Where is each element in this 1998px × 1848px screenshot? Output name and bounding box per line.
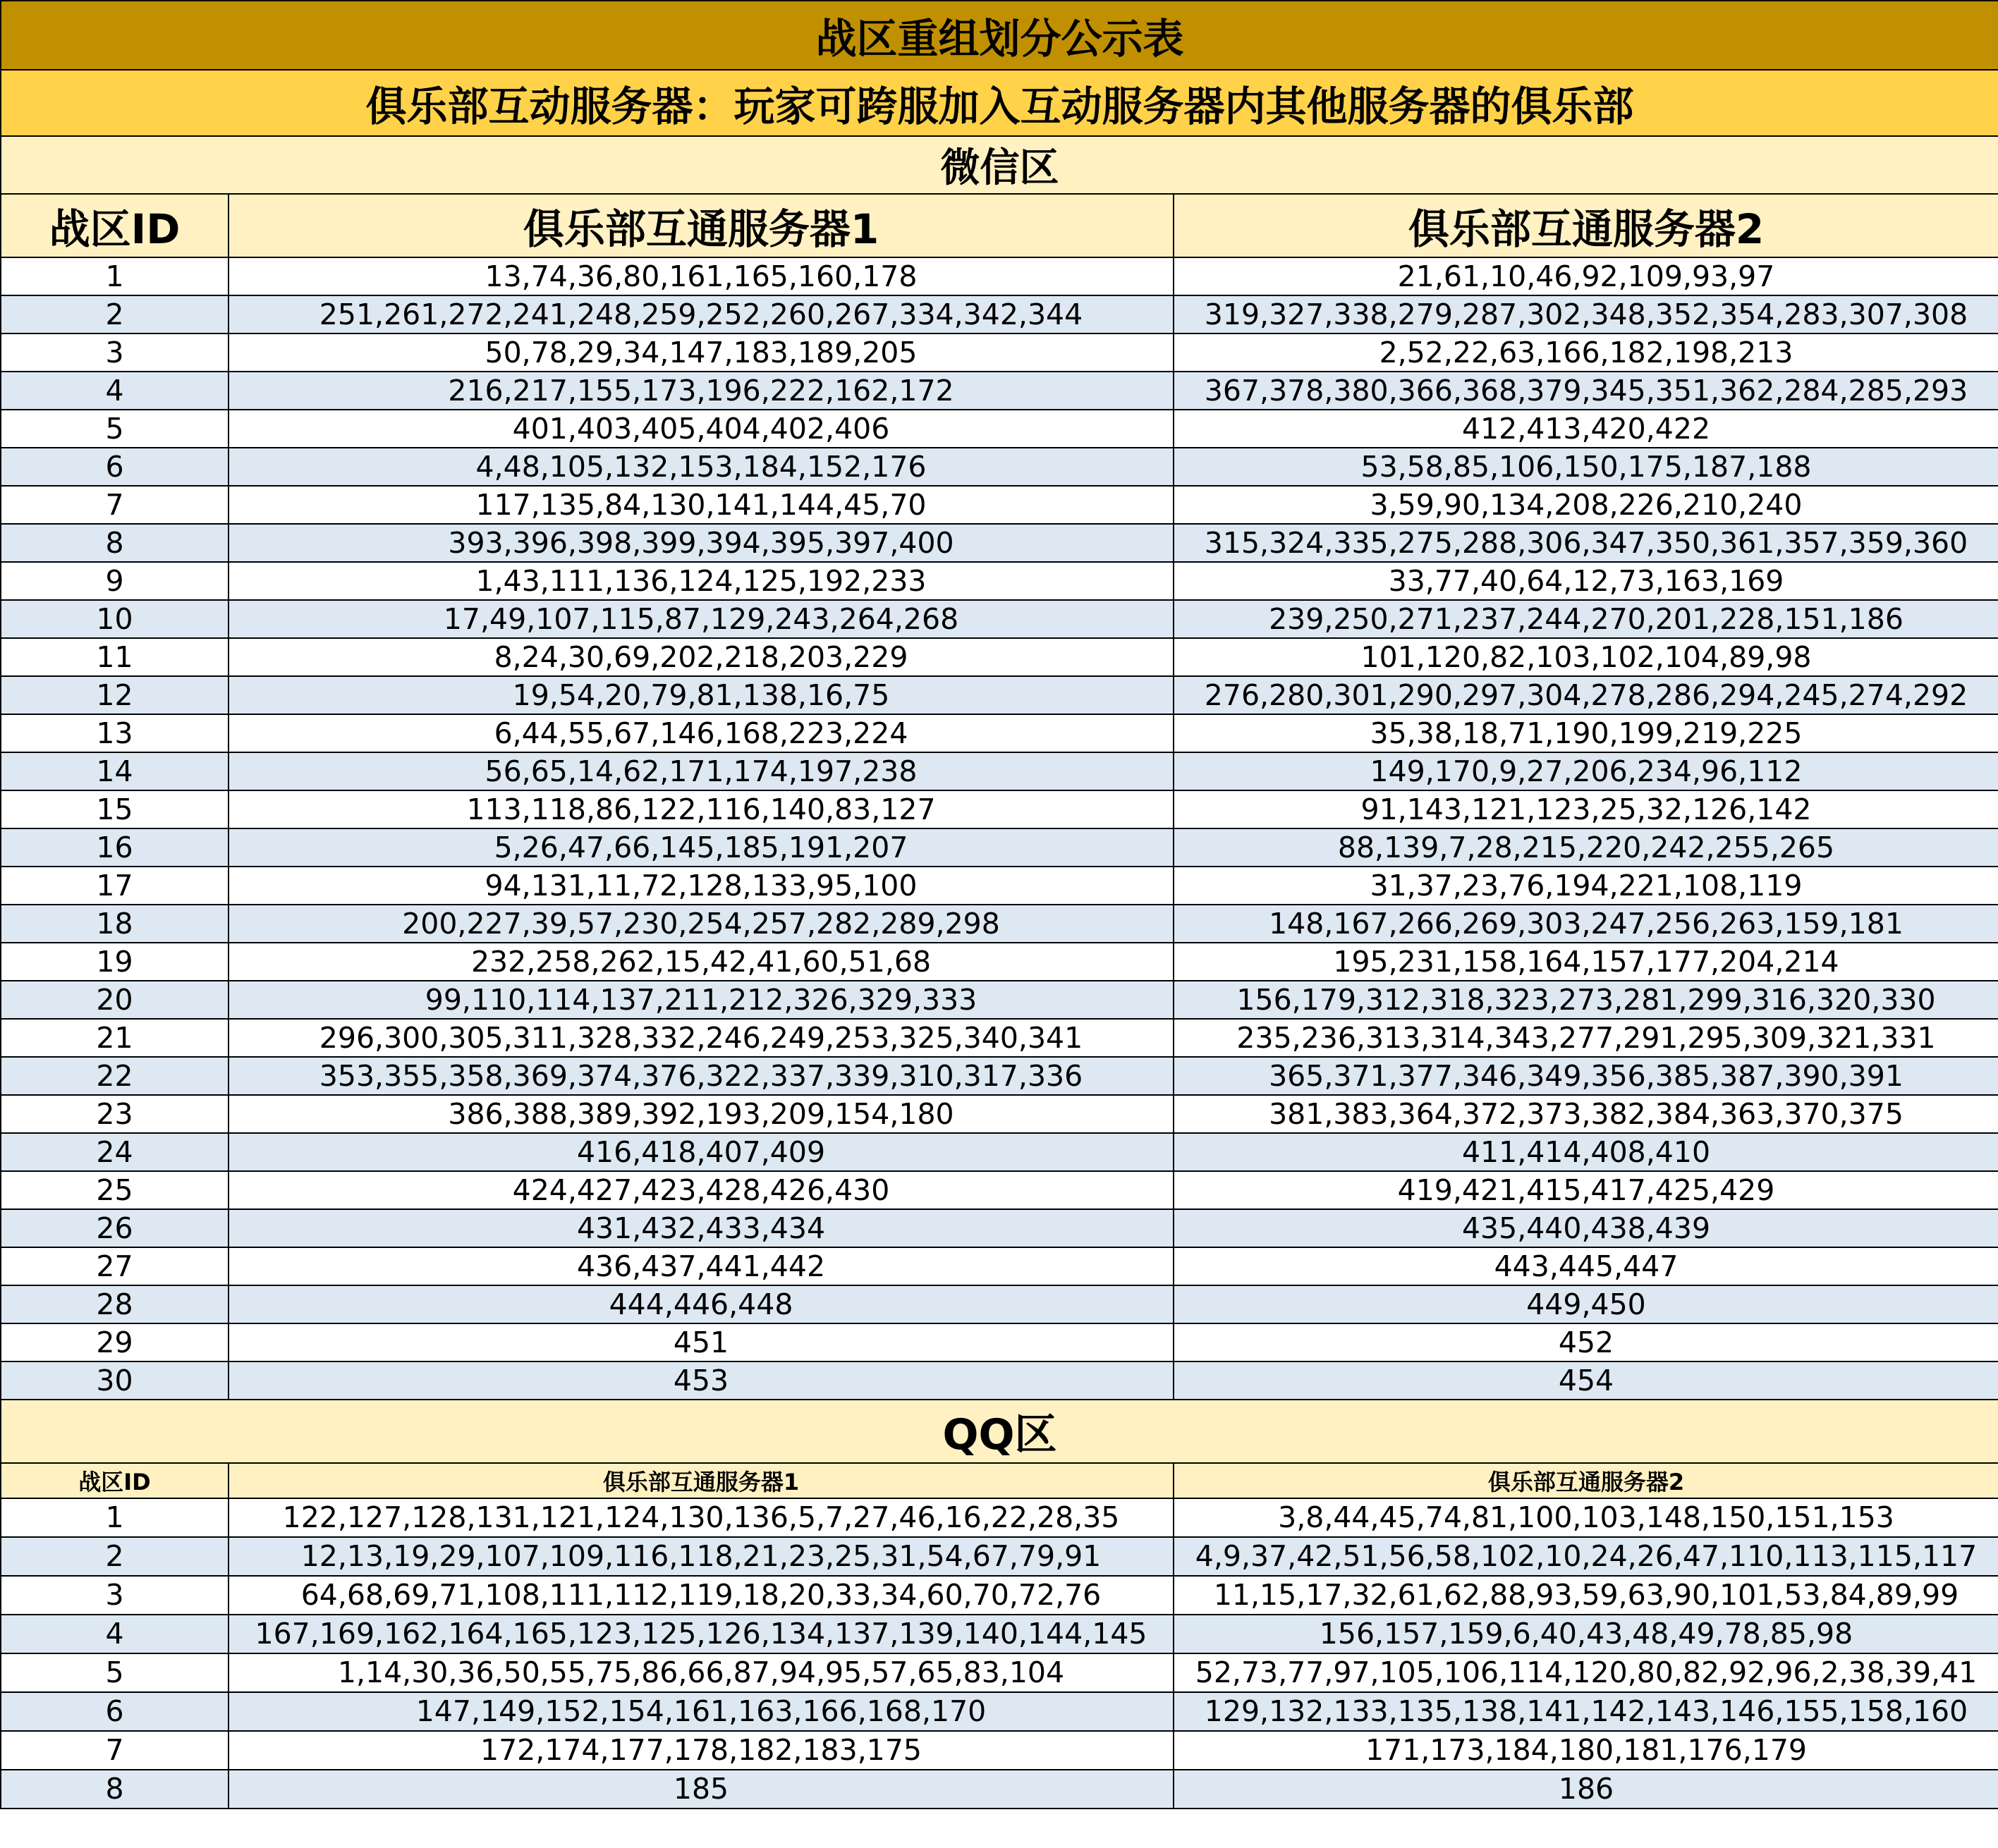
table-row [1, 448, 1998, 486]
server-2-cell: 101,120,82,103,102,104,89,98 [1174, 638, 1998, 676]
zone-id-cell: 26 [1, 1209, 229, 1247]
server-2-cell: 171,173,184,180,181,176,179 [1174, 1731, 1998, 1770]
table-row [1, 1247, 1998, 1285]
server-2-cell: 3,8,44,45,74,81,100,103,148,150,151,153 [1174, 1498, 1998, 1537]
server-2-cell: 33,77,40,64,12,73,163,169 [1174, 562, 1998, 600]
zone-id-cell: 7 [1, 1731, 229, 1770]
page-title: 战区重组划分公示表 [1, 1, 1998, 70]
table-row [1, 295, 1998, 334]
server-2-cell: 91,143,121,123,25,32,126,142 [1174, 790, 1998, 828]
server-1-cell: 64,68,69,71,108,111,112,119,18,20,33,34,60,70,72,76 [229, 1576, 1174, 1615]
server-1-cell: 386,388,389,392,193,209,154,180 [229, 1095, 1174, 1133]
server-2-cell: 276,280,301,290,297,304,278,286,294,245,274,292 [1174, 676, 1998, 714]
server-1-cell: 453 [229, 1361, 1174, 1400]
server-2-cell: 53,58,85,106,150,175,187,188 [1174, 448, 1998, 486]
server-2-cell: 186 [1174, 1770, 1998, 1809]
zone-id-cell: 19 [1, 943, 229, 981]
server-1-cell: 167,169,162,164,165,123,125,126,134,137,139,140,144,145 [229, 1615, 1174, 1653]
zone-id-cell: 18 [1, 905, 229, 943]
zone-id-cell: 2 [1, 295, 229, 334]
zone-id-cell: 29 [1, 1323, 229, 1361]
server-1-cell: 8,24,30,69,202,218,203,229 [229, 638, 1174, 676]
server-1-cell: 401,403,405,404,402,406 [229, 410, 1174, 448]
table-row [1, 1209, 1998, 1247]
table-row [1, 600, 1998, 638]
server-1-cell: 200,227,39,57,230,254,257,282,289,298 [229, 905, 1174, 943]
zone-id-cell: 23 [1, 1095, 229, 1133]
server-1-cell: 424,427,423,428,426,430 [229, 1171, 1174, 1209]
zone-id-cell: 25 [1, 1171, 229, 1209]
zone-id-cell: 1 [1, 1498, 229, 1537]
zone-id-cell: 4 [1, 372, 229, 410]
table-row [1, 1537, 1998, 1576]
server-2-cell: 239,250,271,237,244,270,201,228,151,186 [1174, 600, 1998, 638]
table-row [1, 1323, 1998, 1361]
server-1-cell: 13,74,36,80,161,165,160,178 [229, 257, 1174, 295]
server-2-cell: 156,157,159,6,40,43,48,49,78,85,98 [1174, 1615, 1998, 1653]
header-zone-id: 战区ID [1, 1463, 229, 1498]
table-row [1, 867, 1998, 905]
table-row [1, 1653, 1998, 1692]
server-2-cell: 381,383,364,372,373,382,384,363,370,375 [1174, 1095, 1998, 1133]
qq-header-row [1, 1463, 1998, 1498]
table-row [1, 562, 1998, 600]
server-1-cell: 6,44,55,67,146,168,223,224 [229, 714, 1174, 752]
zone-id-cell: 11 [1, 638, 229, 676]
server-1-cell: 4,48,105,132,153,184,152,176 [229, 448, 1174, 486]
server-1-cell: 1,14,30,36,50,55,75,86,66,87,94,95,57,65,83,104 [229, 1653, 1174, 1692]
server-1-cell: 436,437,441,442 [229, 1247, 1174, 1285]
table-row [1, 1361, 1998, 1400]
table-row [1, 524, 1998, 562]
server-1-cell: 431,432,433,434 [229, 1209, 1174, 1247]
server-1-cell: 56,65,14,62,171,174,197,238 [229, 752, 1174, 790]
server-1-cell: 122,127,128,131,121,124,130,136,5,7,27,46,16,22,28,35 [229, 1498, 1174, 1537]
server-2-cell: 449,450 [1174, 1285, 1998, 1323]
table-row [1, 1095, 1998, 1133]
server-1-cell: 232,258,262,15,42,41,60,51,68 [229, 943, 1174, 981]
server-1-cell: 216,217,155,173,196,222,162,172 [229, 372, 1174, 410]
server-2-cell: 21,61,10,46,92,109,93,97 [1174, 257, 1998, 295]
table-row [1, 714, 1998, 752]
wechat-header-row [1, 194, 1998, 257]
zone-id-cell: 15 [1, 790, 229, 828]
zone-id-cell: 1 [1, 257, 229, 295]
header-server-1: 俱乐部互通服务器1 [229, 1463, 1174, 1498]
server-2-cell: 367,378,380,366,368,379,345,351,362,284,285,293 [1174, 372, 1998, 410]
server-2-cell: 454 [1174, 1361, 1998, 1400]
server-1-cell: 393,396,398,399,394,395,397,400 [229, 524, 1174, 562]
server-1-cell: 17,49,107,115,87,129,243,264,268 [229, 600, 1174, 638]
server-1-cell: 172,174,177,178,182,183,175 [229, 1731, 1174, 1770]
server-2-cell: 435,440,438,439 [1174, 1209, 1998, 1247]
table-row [1, 334, 1998, 372]
server-1-cell: 19,54,20,79,81,138,16,75 [229, 676, 1174, 714]
table-row [1, 1285, 1998, 1323]
zone-id-cell: 13 [1, 714, 229, 752]
header-zone-id: 战区ID [1, 194, 229, 257]
server-1-cell: 50,78,29,34,147,183,189,205 [229, 334, 1174, 372]
zone-id-cell: 30 [1, 1361, 229, 1400]
server-2-cell: 88,139,7,28,215,220,242,255,265 [1174, 828, 1998, 867]
server-2-cell: 2,52,22,63,166,182,198,213 [1174, 334, 1998, 372]
table-row [1, 905, 1998, 943]
table-row [1, 372, 1998, 410]
table-row [1, 1019, 1998, 1057]
zone-id-cell: 20 [1, 981, 229, 1019]
header-server-2: 俱乐部互通服务器2 [1174, 1463, 1998, 1498]
server-2-cell: 52,73,77,97,105,106,114,120,80,82,92,96,2,38,39,41 [1174, 1653, 1998, 1692]
table-row [1, 1770, 1998, 1809]
zone-id-cell: 27 [1, 1247, 229, 1285]
zone-id-cell: 16 [1, 828, 229, 867]
server-2-cell: 365,371,377,346,349,356,385,387,390,391 [1174, 1057, 1998, 1095]
table-row [1, 1057, 1998, 1095]
server-2-cell: 11,15,17,32,61,62,88,93,59,63,90,101,53,84,89,99 [1174, 1576, 1998, 1615]
zone-id-cell: 3 [1, 1576, 229, 1615]
table-row [1, 943, 1998, 981]
server-2-cell: 195,231,158,164,157,177,204,214 [1174, 943, 1998, 981]
zone-id-cell: 5 [1, 1653, 229, 1692]
section-title-qq: QQ区 [1, 1400, 1998, 1463]
server-1-cell: 99,110,114,137,211,212,326,329,333 [229, 981, 1174, 1019]
header-server-1: 俱乐部互通服务器1 [229, 194, 1174, 257]
server-2-cell: 412,413,420,422 [1174, 410, 1998, 448]
zone-id-cell: 5 [1, 410, 229, 448]
server-2-cell: 148,167,266,269,303,247,256,263,159,181 [1174, 905, 1998, 943]
server-1-cell: 451 [229, 1323, 1174, 1361]
zone-id-cell: 7 [1, 486, 229, 524]
server-2-cell: 3,59,90,134,208,226,210,240 [1174, 486, 1998, 524]
server-1-cell: 94,131,11,72,128,133,95,100 [229, 867, 1174, 905]
table-row [1, 1615, 1998, 1653]
table-row [1, 1171, 1998, 1209]
zone-id-cell: 2 [1, 1537, 229, 1576]
table-row [1, 638, 1998, 676]
server-1-cell: 185 [229, 1770, 1174, 1809]
zone-id-cell: 6 [1, 448, 229, 486]
table-row [1, 790, 1998, 828]
zone-id-cell: 6 [1, 1692, 229, 1731]
page-subtitle: 俱乐部互动服务器：玩家可跨服加入互动服务器内其他服务器的俱乐部 [1, 70, 1998, 136]
server-1-cell: 251,261,272,241,248,259,252,260,267,334,342,344 [229, 295, 1174, 334]
zone-id-cell: 17 [1, 867, 229, 905]
zone-id-cell: 24 [1, 1133, 229, 1171]
server-1-cell: 416,418,407,409 [229, 1133, 1174, 1171]
table-row [1, 1692, 1998, 1731]
section-title-wechat: 微信区 [1, 136, 1998, 194]
server-2-cell: 149,170,9,27,206,234,96,112 [1174, 752, 1998, 790]
server-1-cell: 147,149,152,154,161,163,166,168,170 [229, 1692, 1174, 1731]
table-row [1, 1133, 1998, 1171]
zone-id-cell: 22 [1, 1057, 229, 1095]
header-server-2: 俱乐部互通服务器2 [1174, 194, 1998, 257]
server-1-cell: 1,43,111,136,124,125,192,233 [229, 562, 1174, 600]
table-row [1, 676, 1998, 714]
server-2-cell: 35,38,18,71,190,199,219,225 [1174, 714, 1998, 752]
zone-id-cell: 8 [1, 1770, 229, 1809]
table-row [1, 1731, 1998, 1770]
server-1-cell: 12,13,19,29,107,109,116,118,21,23,25,31,54,67,79,91 [229, 1537, 1174, 1576]
server-2-cell: 443,445,447 [1174, 1247, 1998, 1285]
server-2-cell: 31,37,23,76,194,221,108,119 [1174, 867, 1998, 905]
server-2-cell: 235,236,313,314,343,277,291,295,309,321,331 [1174, 1019, 1998, 1057]
zone-id-cell: 12 [1, 676, 229, 714]
server-2-cell: 315,324,335,275,288,306,347,350,361,357,359,360 [1174, 524, 1998, 562]
server-2-cell: 419,421,415,417,425,429 [1174, 1171, 1998, 1209]
zone-id-cell: 10 [1, 600, 229, 638]
server-1-cell: 353,355,358,369,374,376,322,337,339,310,317,336 [229, 1057, 1174, 1095]
table-row [1, 410, 1998, 448]
zone-id-cell: 14 [1, 752, 229, 790]
table-row [1, 752, 1998, 790]
server-1-cell: 5,26,47,66,145,185,191,207 [229, 828, 1174, 867]
server-1-cell: 444,446,448 [229, 1285, 1174, 1323]
table-row [1, 981, 1998, 1019]
server-2-cell: 319,327,338,279,287,302,348,352,354,283,307,308 [1174, 295, 1998, 334]
zone-id-cell: 28 [1, 1285, 229, 1323]
zone-id-cell: 9 [1, 562, 229, 600]
server-2-cell: 452 [1174, 1323, 1998, 1361]
server-2-cell: 4,9,37,42,51,56,58,102,10,24,26,47,110,113,115,117 [1174, 1537, 1998, 1576]
server-1-cell: 296,300,305,311,328,332,246,249,253,325,340,341 [229, 1019, 1174, 1057]
zone-id-cell: 21 [1, 1019, 229, 1057]
table-row [1, 257, 1998, 295]
zone-id-cell: 4 [1, 1615, 229, 1653]
server-2-cell: 156,179,312,318,323,273,281,299,316,320,330 [1174, 981, 1998, 1019]
table-row [1, 828, 1998, 867]
server-2-cell: 129,132,133,135,138,141,142,143,146,155,158,160 [1174, 1692, 1998, 1731]
zone-id-cell: 3 [1, 334, 229, 372]
table-row [1, 1498, 1998, 1537]
table-row [1, 1576, 1998, 1615]
table-row [1, 486, 1998, 524]
server-1-cell: 117,135,84,130,141,144,45,70 [229, 486, 1174, 524]
zone-id-cell: 8 [1, 524, 229, 562]
server-1-cell: 113,118,86,122,116,140,83,127 [229, 790, 1174, 828]
server-2-cell: 411,414,408,410 [1174, 1133, 1998, 1171]
